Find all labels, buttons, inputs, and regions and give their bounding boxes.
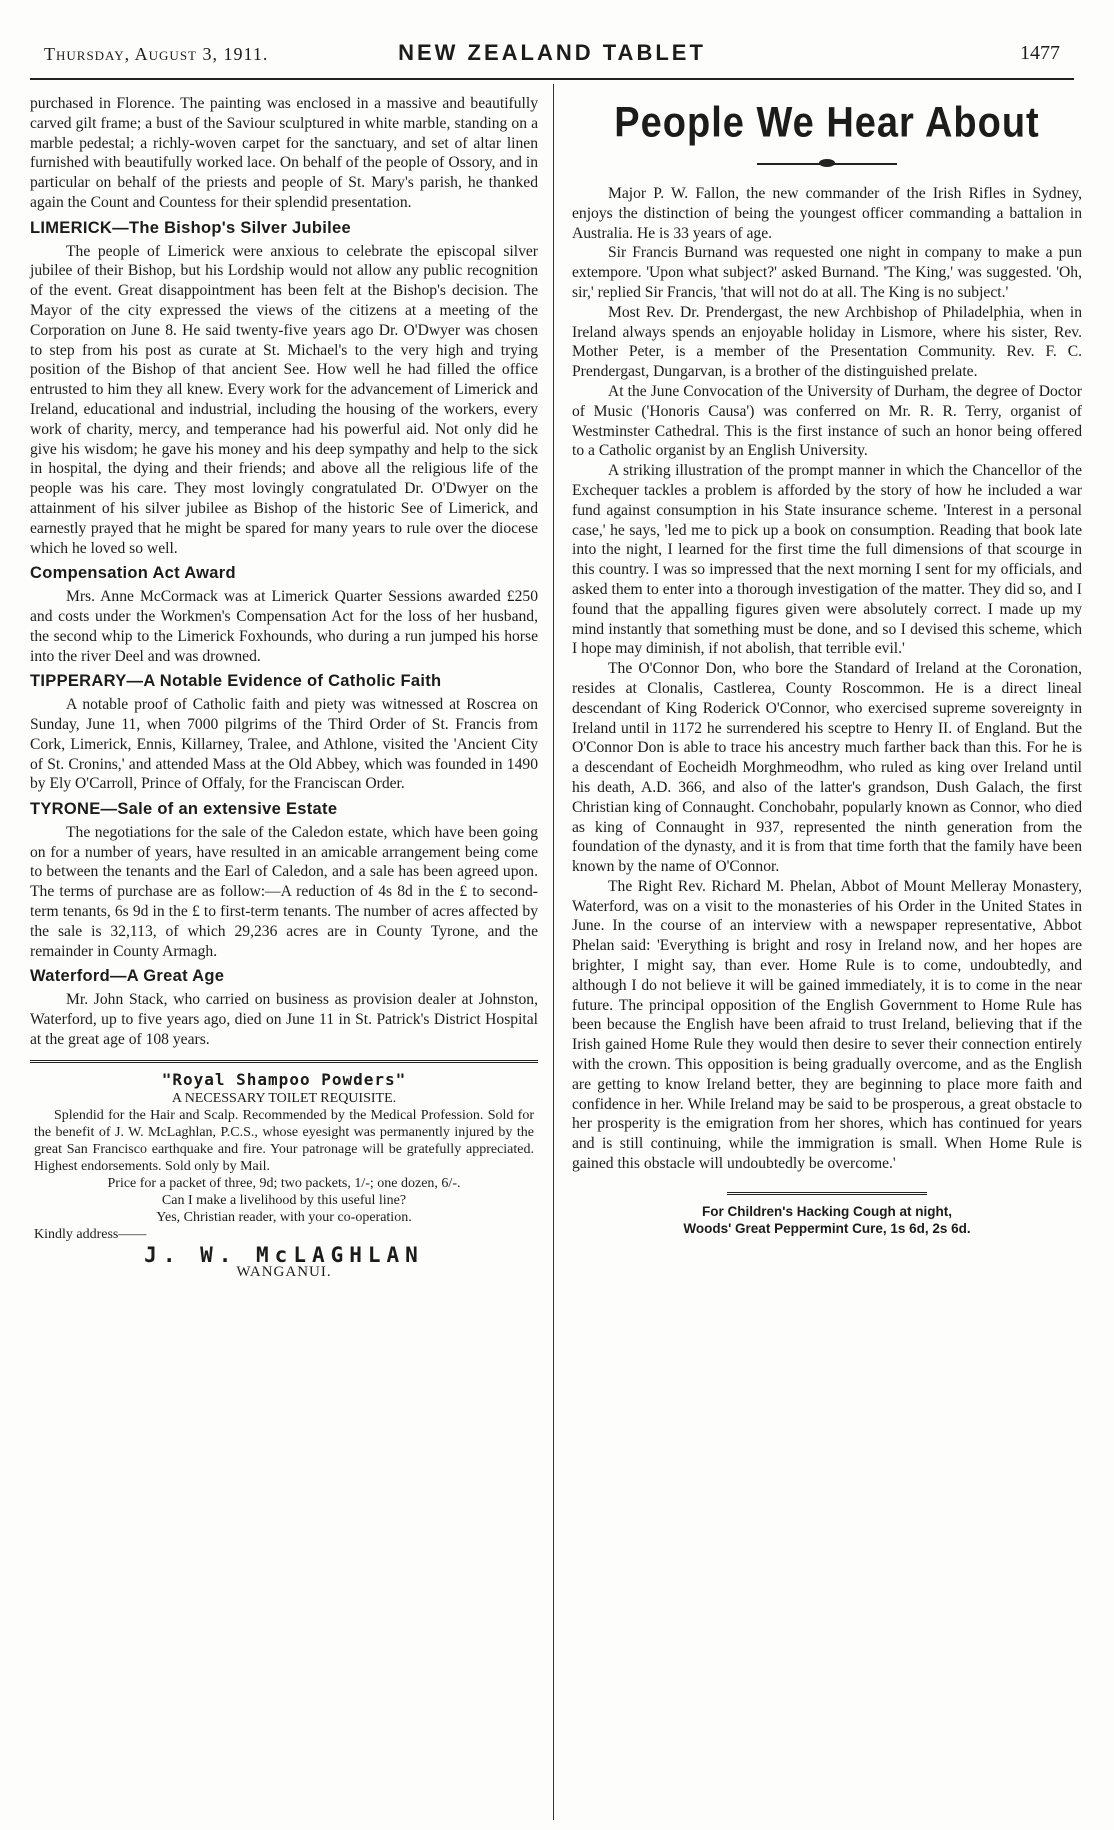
section-heading-tyrone: TYRONE—Sale of an extensive Estate (30, 800, 338, 819)
column-divider (553, 84, 554, 1820)
section-body-limerick: The people of Limerick were anxious to celebrate the episcopal silver jubilee of their Bishop, but his Lordship would not allow any public recognition of the event. Great disappointment has been felt at the Bishop's decision. The Mayor of the city expressed the views of the citizens at a meeting of the Corporation on June 8. He said twenty-five years ago Dr. O'Dwyer was chosen to step from his post as curate at St. Michael's to the very high and trying position of the Bishop of that ancient See. How well he had filled the office entrusted to him they all knew. Every work for the advancement of Limerick and Ireland, educational and industrial, including the housing of the workers, every work of charity, mercy, and temperance had his powerful aid. Not only did he give his wisdom; he gave his money and his deep sympathy and help to the sick in hospital, the dying and their friends; and above all the religious life of the people was his care. They most lovingly congratulated Dr. O'Dwyer on the attainment of his silver jubilee as Bishop of the historic See of Limerick, and earnestly prayed that he might be spared for many years to rule over the diocese which he loved so well. (30, 242, 538, 557)
header-rule (30, 78, 1074, 80)
right-column (572, 94, 1082, 1237)
section-heading-limerick: LIMERICK—The Bishop's Silver Jubilee (30, 218, 351, 237)
paragraph-terry: At the June Convocation of the University of Durham, the degree of Doctor of Music ('Honoris Causa') was conferred on Mr. R. R. Terry, organist of Westminster Cathedral. This is the first instance of such an honor being offered to a Catholic organist by an English University. (572, 382, 1082, 460)
footer-rule (727, 1192, 927, 1195)
advert-title: "Royal Shampoo Powders" (161, 1069, 407, 1089)
section-body-tipperary: A notable proof of Catholic faith and piety was witnessed at Roscrea on Sunday, June 11, when 7000 pilgrims of the Third Order of St. Francis from Cork, Limerick, Ennis, Killarney, Tralee, and Athlone, visited the 'Ancient City of St. Cronins,' and attended Mass at the Old Abbey, which was founded in 1490 by Ely O'Carroll, Prince of Offaly, for the Franciscan Order. (30, 696, 538, 793)
section-body-compensation: Mrs. Anne McCormack was at Limerick Quarter Sessions awarded £250 and costs under the Workmen's Compensation Act for the loss of her husband, the second whip to the Limerick Foxhounds, who during a run jumped his horse into the river Deel and was drowned. (30, 588, 538, 665)
advert-name: J. W. McLAGHLAN (144, 1242, 424, 1267)
masthead-title: NEW ZEALAND TABLET (398, 40, 706, 65)
intro-paragraph: purchased in Florence. The painting was enclosed in a massive and beautifully carved gilt frame; a bust of the Saviour sculptured in white marble, standing on a marble pedestal; a richly-woven carpet for the sanctuary, and set of altar linen furnished with beautifully worked lace. On behalf of the people of Ossory, and in particular on behalf of the priests and people of St. Mary's parish, he thanked again the Count and Countess for their splendid presentation. (30, 95, 538, 211)
footer-advert-line1: For Children's Hacking Cough at night, (702, 1203, 952, 1219)
left-column (30, 94, 538, 1281)
footer-advert-line2: Woods' Great Peppermint Cure, 1s 6d, 2s 6d. (683, 1220, 971, 1236)
advert-town: WANGANUI. (236, 1263, 332, 1280)
column-title: People We Hear About (614, 99, 1040, 147)
paragraph-fallon: Major P. W. Fallon, the new commander of the Irish Rifles in Sydney, enjoys the distinction of being the youngest officer commanding a battalion in Australia. He is 33 years of age. (572, 185, 1082, 242)
advert-subtitle: A NECESSARY TOILET REQUISITE. (171, 1090, 397, 1106)
section-body-tyrone: The negotiations for the sale of the Caledon estate, which have been going on for a number of years, have resulted in an amicable arrangement being come to between the tenants and the Earl of Caledon, and a sale has been agreed upon. The terms of purchase are as follow:—A reduction of 4s 8d in the £ to second-term tenants, 6s 9d in the £ to first-term tenants. The number of acres affected by the sale is 32,113, of which 29,236 acres are in County Tyrone, and the remainder in County Armagh. (30, 823, 538, 960)
paragraph-burnand: Sir Francis Burnand was requested one night in company to make a pun extempore. 'Upon what subject?' asked Burnand. 'The King,' was suggested. 'Oh, sir,' replied Sir Francis, 'that will not do at all. The King is no subject.' (572, 244, 1082, 301)
page-header (30, 40, 1074, 76)
paragraph-prendergast: Most Rev. Dr. Prendergast, the new Archbishop of Philadelphia, when in Ireland always spends an enjoyable holiday in Lismore, where his sister, Rev. Mother Peter, is a member of the Presentation Community. Rev. F. C. Prendergast, Dungarvan, is a brother of the distinguished prelate. (572, 303, 1082, 381)
footer-advert (572, 1203, 1082, 1237)
paragraph-chancellor: A striking illustration of the prompt manner in which the Chancellor of the Exchequer tackles a problem is afforded by the story of how he included a war fund against consumption in his State insurance scheme. 'Interest in a personal case,' he says, 'led me to pick up a book on consumption. Reading that book late into the night, I learned for the first time the full dimensions of that scourge in this country. I was so impressed that the next morning I sent for my officials, and asked them to enter into a thorough investigation of the matter. They did so, and I found that the appalling figures given were absolutely correct. I made up my mind instantly that something must be done, and so I devised this scheme, which I hope may diminish, if not abolish, that terrible evil.' (572, 462, 1082, 658)
shampoo-advert (30, 1071, 538, 1281)
section-body-waterford: Mr. John Stack, who carried on business as provision dealer at Johnston, Waterford, up to five years ago, died on June 11 in St. Patrick's District Hospital at the great age of 108 years. (30, 991, 538, 1048)
advert-question: Can I make a livelihood by this useful line? (161, 1192, 407, 1208)
title-ornament (757, 158, 897, 170)
page-number: 1477 (1020, 42, 1060, 64)
paragraph-oconnor: The O'Connor Don, who bore the Standard of Ireland at the Coronation, resides at Clonalis, Castlerea, County Roscommon. He is a direct lineal descendant of King Roderick O'Connor, who exercised supreme sovereignty in Ireland until in 1172 he surrendered his sceptre to Henry II. of England. But the O'Connor Don is able to trace his ancestry much farther back than this. For he is a descendant of Eocheidh Morghmeodhm, who ruled as king over Ireland until his death, A.D. 366, and also of the latter's grandson, Dush Galach, the first Christian king of Connaught. Conchobahr, popularly known as Connor, who died as king of Connaught in 937, represented the ninth generation from the foundation of the dynasty, and it is from that time forth that the family have been known by the name of O'Connor. (572, 660, 1082, 876)
paragraph-phelan: The Right Rev. Richard M. Phelan, Abbot of Mount Melleray Monastery, Waterford, was on a visit to the monasteries of his Order in the United States in June. In the course of an interview with a newspaper representative, Abbot Phelan said: 'Everything is bright and rosy in Ireland now, and her hopes are brighter, I might say, than ever. Home Rule is to come, undoubtedly, and although I do not believe it will be gained immediately, it is to come in the near future. The principal opposition of the English Government to Home Rule has been because the English have been afraid to trust Ireland, believing that if the Irish gained Home Rule they would then desire to sever their connection entirely with the crown. This opposition is being gradually overcome, and as the English are getting to know Ireland better, they are beginning to place more faith and confidence in her. While Ireland may be said to be prosperous, a great obstacle to her prosperity is the emigration from her shores, which has continued for years and is still continuing, while the immigration is small. When Home Rule is gained this obstacle will undoubtedly be overcome.' (572, 877, 1082, 1173)
advert-body: Splendid for the Hair and Scalp. Recommended by the Medical Profession. Sold for the benefit of J. W. McLaghlan, P.C.S., whose eyesight was permanently injured by the great San Francisco earthquake and fire. Your patronage will be gratefully appreciated. Highest endorsements. Sold only by Mail. (34, 1107, 534, 1174)
advert-price: Price for a packet of three, 9d; two packets, 1/-; one dozen, 6/-. (107, 1175, 461, 1191)
advert-answer: Yes, Christian reader, with your co-operation. (156, 1209, 412, 1225)
section-heading-compensation: Compensation Act Award (30, 564, 236, 583)
section-heading-tipperary: TIPPERARY—A Notable Evidence of Catholic Faith (30, 672, 442, 691)
advert-address-label: Kindly address—— (34, 1226, 147, 1242)
section-heading-waterford: Waterford—A Great Age (30, 967, 225, 986)
advert-rule (30, 1060, 538, 1063)
issue-date: Thursday, August 3, 1911. (44, 44, 269, 64)
